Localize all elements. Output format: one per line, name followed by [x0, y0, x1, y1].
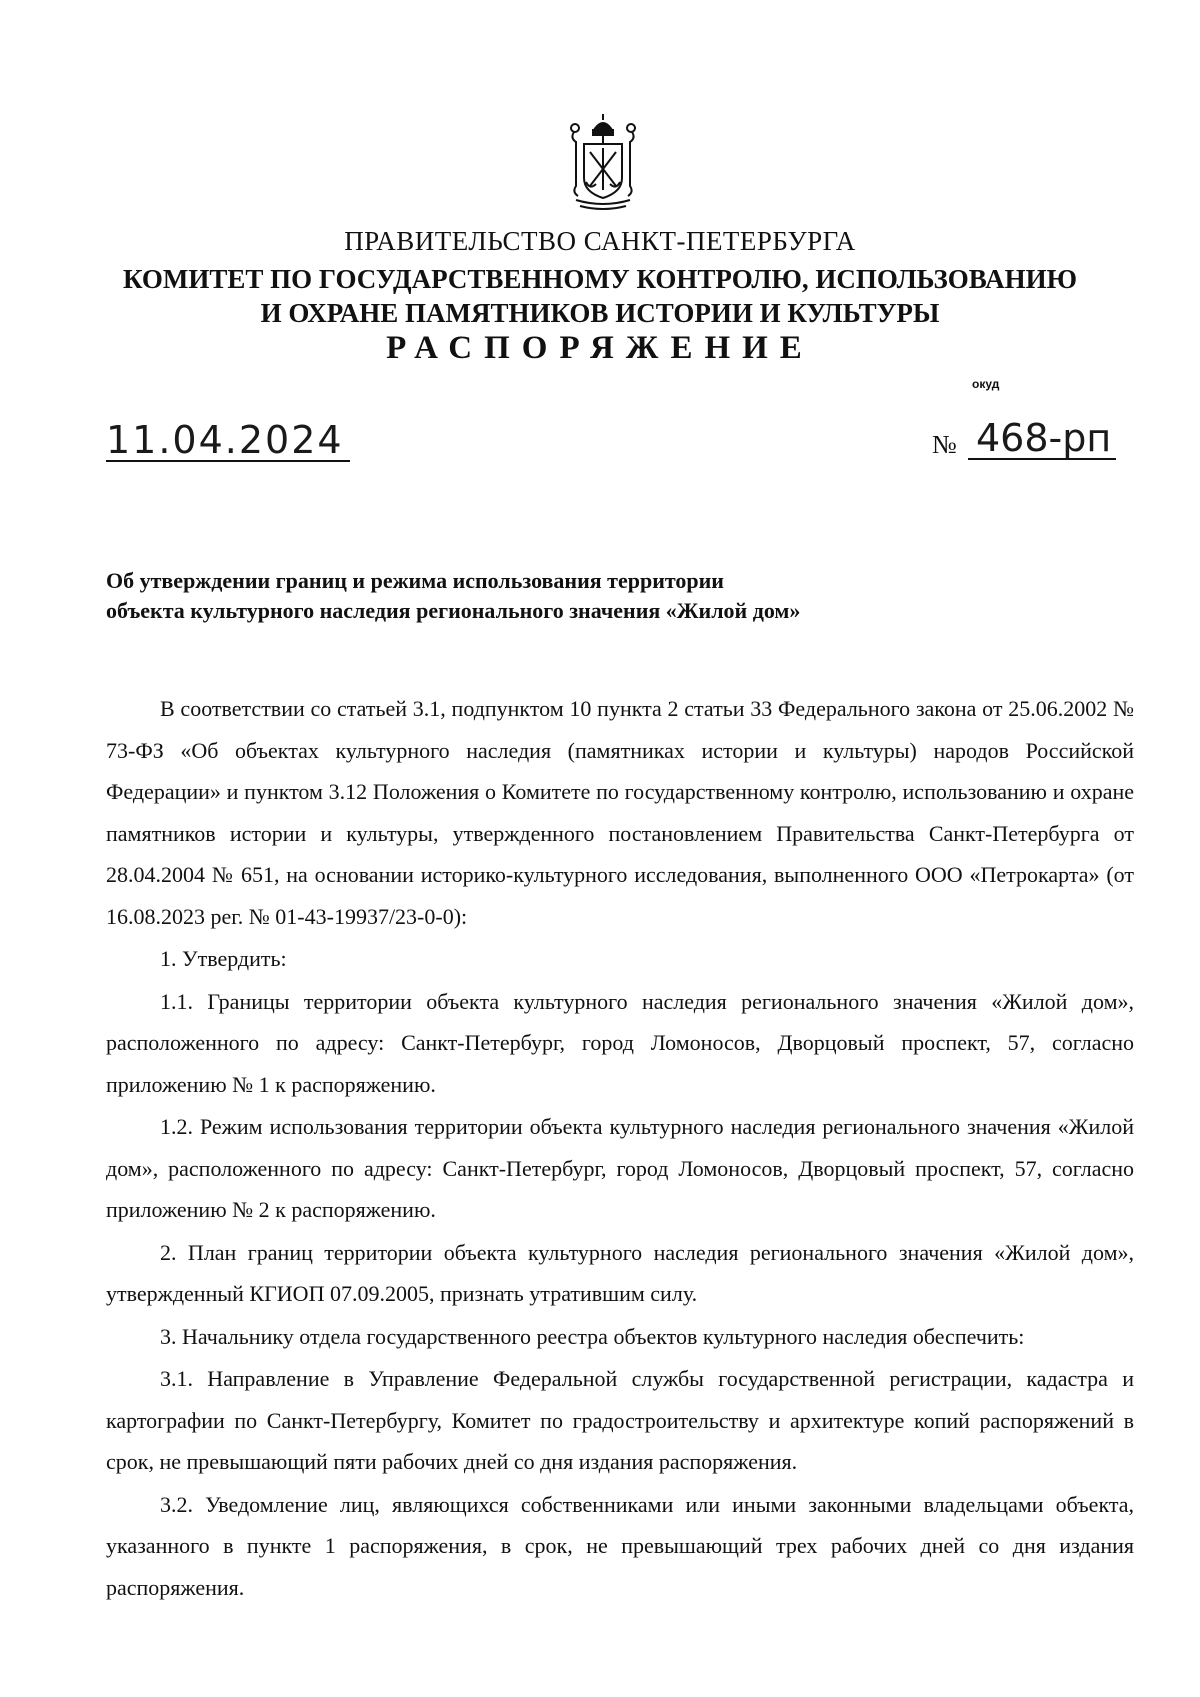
- paragraph-3-1: 3.1. Направление в Управление Федеральной службы государственной регистрации, кадастра и картографии по Санкт-Петербургу, Комитет по градостроительству и архитектуре копий распоряжений в срок, не превышающий пяти рабочих дней со дня издания распоряжения.: [106, 1366, 1134, 1474]
- okud-label: окуд: [972, 377, 1000, 391]
- government-name: ПРАВИТЕЛЬСТВО САНКТ-ПЕТЕРБУРГА: [344, 226, 856, 256]
- paragraph-1: 1. Утвердить:: [160, 946, 287, 971]
- committee-name-line-2: И ОХРАНЕ ПАМЯТНИКОВ ИСТОРИИ И КУЛЬТУРЫ: [260, 298, 940, 328]
- paragraph-3-2: 3.2. Уведомление лиц, являющихся собственниками или иными законными владельцами объекта, указанного в пункте 1 распоряжения, в срок, не превышающий трех рабочих дней со дня издания распоряжения.: [106, 1491, 1134, 1600]
- document-type: РАСПОРЯЖЕНИЕ: [386, 330, 814, 366]
- coat-of-arms-icon: [566, 112, 640, 212]
- document-body: [106, 688, 1134, 1608]
- subject-line-1: Об утверждении границ и режима использования территории: [106, 568, 724, 593]
- document-date: 11.04.2024: [106, 420, 350, 462]
- document-number: 468-рп: [968, 418, 1116, 460]
- paragraph-1-2: 1.2. Режим использования территории объекта культурного наследия регионального значения «Жилой дом», расположенного по адресу: Санкт-Петербург, город Ломоносов, Дворцовый проспект, 57, согласно приложению № 2 к распоряжению.: [106, 1114, 1134, 1222]
- preamble-paragraph: В соответствии со статьей 3.1, подпунктом 10 пункта 2 статьи 33 Федерального закона от 25.06.2002 № 73-ФЗ «Об объектах культурного наследия (памятниках истории и культуры) народов Российской Федерации» и пунктом 3.12 Положения о Комитете по государственному контролю, использованию и охране памятников истории и культуры, утвержденного постановлением Правительства Санкт-Петербурга от 28.04.2004 № 651, на основании историко-культурного исследования, выполненного ООО «Петрокарта» (от 16.08.2023 рег. № 01-43-19937/23-0-0):: [106, 696, 1134, 929]
- paragraph-2: 2. План границ территории объекта культурного наследия регионального значения «Жилой дом», утвержденный КГИОП 07.09.2005, признать утратившим силу.: [106, 1239, 1134, 1306]
- paragraph-3: 3. Начальнику отдела государственного реестра объектов культурного наследия обеспечить:: [160, 1323, 1025, 1349]
- committee-name-line-1: КОМИТЕТ ПО ГОСУДАРСТВЕННОМУ КОНТРОЛЮ, ИСПОЛЬЗОВАНИЮ: [123, 264, 1077, 294]
- paragraph-1-1: 1.1. Границы территории объекта культурного наследия регионального значения «Жилой дом», расположенного по адресу: Санкт-Петербург, город Ломоносов, Дворцовый проспект, 57, согласно приложению № 1 к распоряжению.: [106, 988, 1134, 1097]
- committee-name: [0, 262, 1200, 330]
- number-sign: №: [932, 430, 957, 459]
- document-subject: [106, 566, 1006, 626]
- subject-line-2: объекта культурного наследия регионального значения «Жилой дом»: [106, 598, 801, 623]
